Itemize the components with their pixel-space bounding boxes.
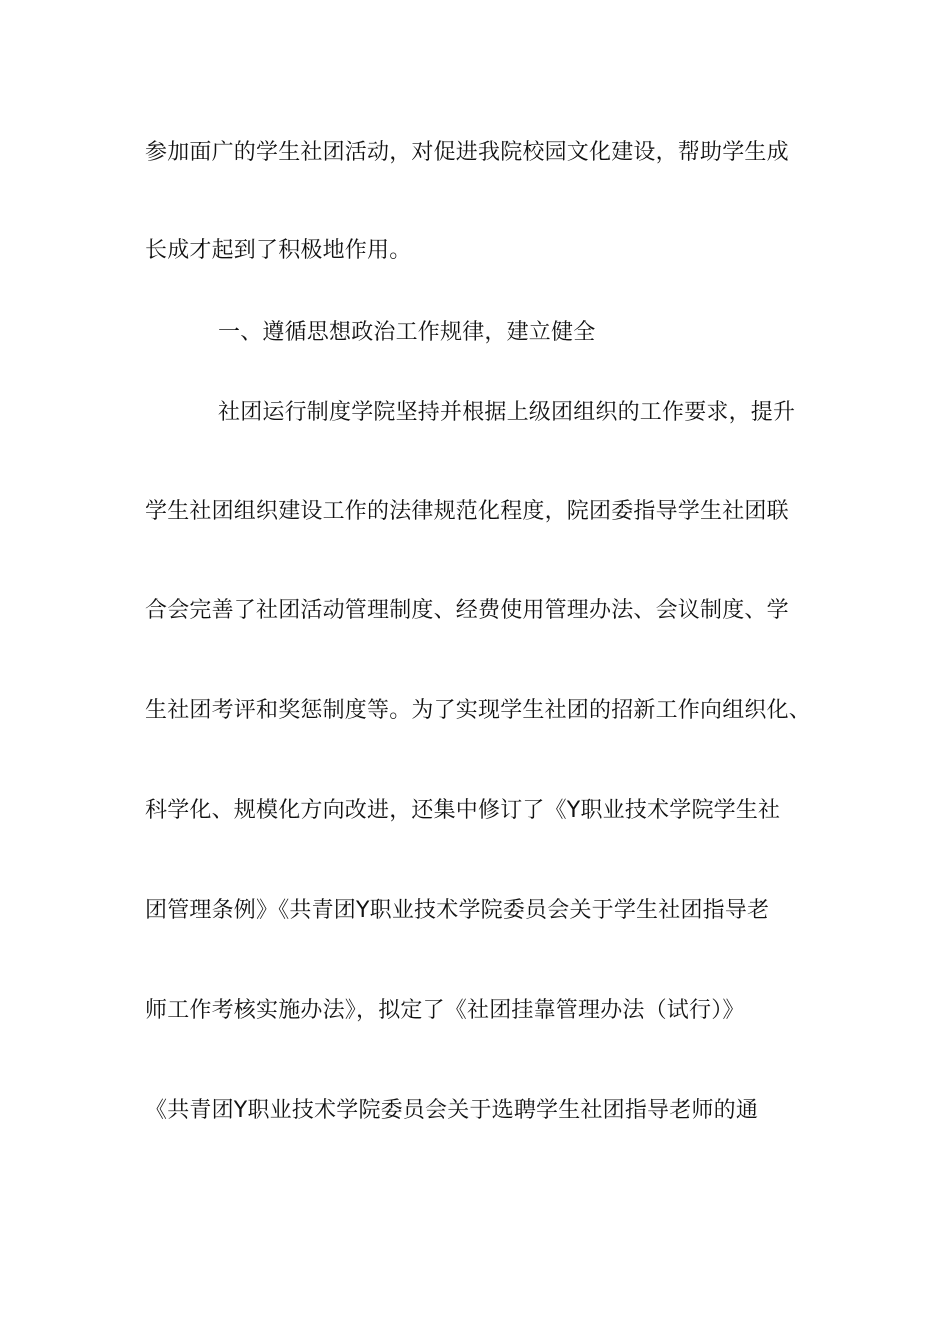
body-text-line: 《共青团Y职业技术学院委员会关于选聘学生社团指导老师的通 — [145, 1098, 759, 1123]
body-text-line: 长成才起到了积极地作用。 — [145, 238, 412, 263]
body-text-line: 团管理条例》《共青团Y职业技术学院委员会关于学生社团指导老 — [145, 898, 770, 923]
body-text-line: 师工作考核实施办法》，拟定了《社团挂靠管理办法（试行）》 — [145, 998, 745, 1023]
body-text-line: 参加面广的学生社团活动，对促进我院校园文化建设，帮助学生成 — [145, 140, 789, 165]
body-text-line: 科学化、规模化方向改进，还集中修订了《Y职业技术学院学生社 — [145, 798, 781, 823]
body-text-line: 学生社团组织建设工作的法律规范化程度，院团委指导学生社团联 — [145, 499, 789, 524]
body-text-line: 合会完善了社团活动管理制度、经费使用管理办法、会议制度、学 — [145, 598, 789, 623]
body-text-line: 生社团考评和奖惩制度等。为了实现学生社团的招新工作向组织化、 — [145, 698, 812, 723]
body-text-line: 社团运行制度学院坚持并根据上级团组织的工作要求，提升 — [218, 400, 796, 425]
section-heading: 一、遵循思想政治工作规律，建立健全 — [218, 320, 596, 345]
